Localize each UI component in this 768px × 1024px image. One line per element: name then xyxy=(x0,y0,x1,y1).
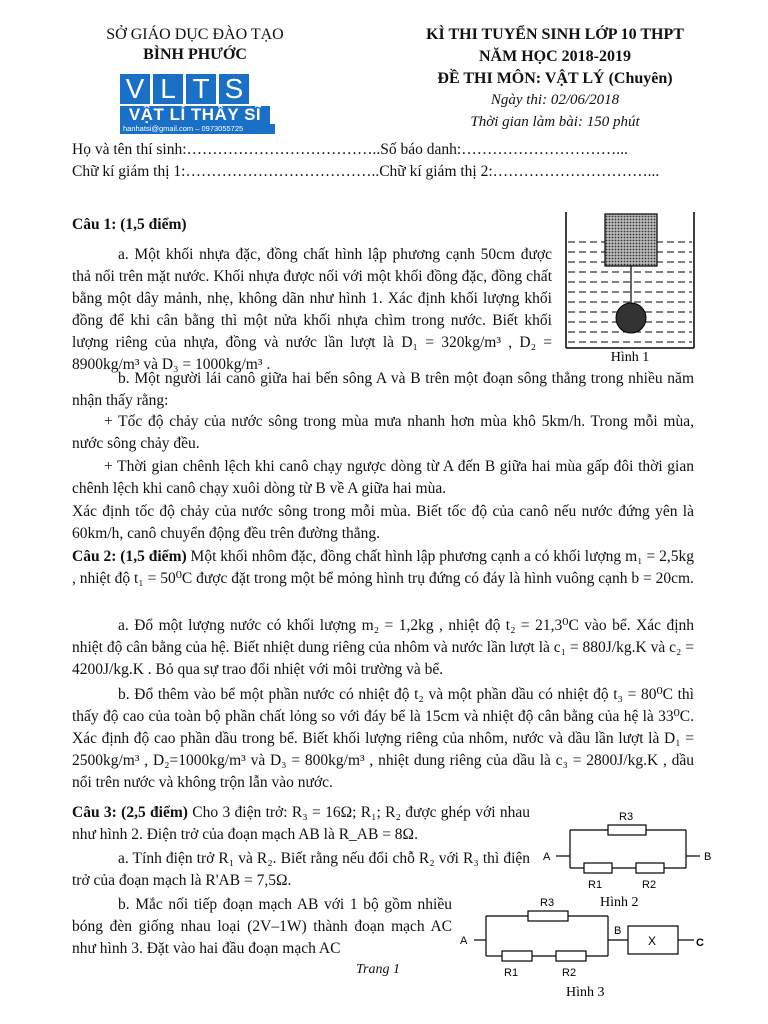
exam-date: Ngày thi: 02/06/2018 xyxy=(490,92,620,108)
q3-intro-block xyxy=(72,802,530,846)
logo-contact: hanhatsi@gmail.com – 0973055725 xyxy=(120,124,275,134)
q1-part-b-intro: b. Một người lái canô giữa hai bến sông A và B trên một đoạn sông thẳng trong nhiều năm nhận thấy rằng: xyxy=(72,370,694,409)
exam-title: KÌ THI TUYỂN SINH LỚP 10 THPT xyxy=(426,26,684,43)
fig3-x-label: X xyxy=(648,934,657,948)
fig3-r1-label: R1 xyxy=(504,967,519,979)
logo-letter: S xyxy=(219,74,249,104)
figure-3 xyxy=(456,890,720,1000)
q2-heading: Câu 2: (1,5 điểm) xyxy=(72,548,187,565)
dept-line-2: BÌNH PHƯỚC xyxy=(143,46,247,63)
figure-3-label: Hình 3 xyxy=(566,985,605,1000)
q3-part-b: b. Mắc nối tiếp đoạn mạch AB với 1 bộ gồm nhiều bóng đèn giống nhau loại (2V–1W) thành đoạn mạch AC như hình 3. Đặt vào hai đầu đoạn mạch AC xyxy=(72,896,452,957)
q3-heading: Câu 3: (2,5 điểm) xyxy=(72,804,188,821)
resistor-r3 xyxy=(608,825,646,835)
q1-part-b-question: Xác định tốc độ chảy của nước sông trong mỗi mùa. Biết tốc độ của canô nếu nước đứng yên là 60km/h, canô chuyển động đều trên đường thẳng. xyxy=(72,503,694,542)
q1-part-b-point-2: + Thời gian chênh lệch khi canô chạy ngược dòng từ A đến B giữa hai mùa gấp đôi thời gian chênh lệch khi canô chạy xuôi dòng từ B về A giữa hai mùa. xyxy=(72,458,694,497)
q1-part-a: a. Một khối nhựa đặc, đồng chất hình lập phương cạnh 50cm được thả nổi trên mặt nước. Khối nhựa được nối với một khối đồng đặc, đồng chất bằng một dây mảnh, nhẹ, không dãn như hình 1. Xác định khối lượng khối đồng để khi cân bằng thì một nửa khối nhựa chìm trong nước. Biết khối lượng riêng của nhựa, đồng và nước lần lượt là D₁ = 320kg/m³ , D₂ = 8900kg/m³ và D₃ = 1000kg/m³ . xyxy=(72,246,552,373)
copper-block xyxy=(616,303,646,333)
q3-intro: Cho 3 điện trở: R₃ = 16Ω; R₁; R₂ được ghép với nhau như hình 2. Điện trở của đoạn mạch AB là R_AB = 8Ω. xyxy=(72,804,530,843)
fig3-c-label: C xyxy=(696,937,704,949)
figure-1-label: Hình 1 xyxy=(610,350,650,365)
logo-letters xyxy=(120,74,252,104)
q1-heading: Câu 1: (1,5 điểm) xyxy=(72,216,187,233)
logo-letter: V xyxy=(120,74,150,104)
plastic-cube xyxy=(605,214,657,266)
fig3-b-label: B xyxy=(614,925,622,937)
fig2-b-label: B xyxy=(704,851,712,863)
supervisor-sign-line: Chữ kí giám thị 1:………………………………..Chữ kí giám thị 2:…………………………... xyxy=(72,163,660,180)
fig3-r2-label: R2 xyxy=(562,967,577,979)
figure-2-label: Hình 2 xyxy=(600,895,639,910)
fig2-r3-label: R3 xyxy=(619,811,634,823)
exam-duration: Thời gian làm bài: 150 phút xyxy=(470,114,640,130)
figure-1 xyxy=(560,206,700,366)
fig2-r2-label: R2 xyxy=(642,879,657,891)
q2-part-a: a. Đổ một lượng nước có khối lượng m₂ = 1,2kg , nhiệt độ t₂ = 21,3⁰C vào bể. Xác định nhiệt độ cân bằng của hệ. Biết nhiệt dung riêng của nhôm và nước lần lượt là c₁ = 880J/kg.K và c₂ = 4200J/kg.K . Bỏ qua sự trao đổi nhiệt với môi trường và bể. xyxy=(72,617,694,678)
page-number: Trang 1 xyxy=(356,962,400,977)
fig2-r1-label: R1 xyxy=(588,879,603,891)
q2-part-b: b. Đổ thêm vào bể một phần nước có nhiệt độ t₂ và một phần dầu có nhiệt độ t₃ = 80⁰C thì thấy độ cao của toàn bộ phần chất lỏng so với đáy bể là 15cm và nhiệt độ cân bằng của hệ là 33⁰C. Xác định độ cao phần dầu trong bể. Biết khối lượng riêng của nhôm, nước và dầu lần lượt là D₁ = 2500kg/m³ , D₂=1000kg/m³ và D₃ = 800kg/m³ , nhiệt dung riêng của dầu là c₃ = 2800J/kg.K , dầu nổi trên nước và không trộn lẫn vào nước. xyxy=(72,686,694,791)
fig3-resistor-r3 xyxy=(528,911,568,921)
fig3-resistor-r2 xyxy=(556,951,586,961)
q3-part-a: a. Tính điện trở R₁ và R₂. Biết rằng nếu đổi chỗ R₂ với R₃ thì điện trở của đoạn mạch là R'AB = 7,5Ω. xyxy=(72,850,530,889)
q1-part-b-point-1: + Tốc độ chảy của nước sông trong mùa mưa nhanh hơn mùa khô 5km/h. Trong mỗi mùa, nước sông chảy đều. xyxy=(72,413,694,452)
fig3-a-label: A xyxy=(460,935,468,947)
fig2-a-label: A xyxy=(543,851,551,863)
resistor-r2 xyxy=(636,863,664,873)
logo-letter: L xyxy=(153,74,183,104)
dept-line-1: SỞ GIÁO DỤC ĐÀO TẠO xyxy=(106,26,284,43)
resistor-r1 xyxy=(584,863,612,873)
exam-subject: ĐỀ THI MÔN: VẬT LÝ (Chuyên) xyxy=(437,70,673,87)
logo-letter: T xyxy=(186,74,216,104)
fig3-r3-label: R3 xyxy=(540,897,555,909)
fig3-resistor-r1 xyxy=(502,951,532,961)
q2-intro-block xyxy=(72,546,694,590)
logo-subtitle: VẬT LÍ THẦY SĨ xyxy=(120,106,270,124)
q2-intro: Một khối nhôm đặc, đồng chất hình lập phương cạnh a có khối lượng m₁ = 2,5kg , nhiệt độ t₁ = 50⁰C được đặt trong một bể mỏng hình trụ đứng có đáy là hình vuông cạnh b = 20cm. xyxy=(72,548,694,587)
candidate-name-line: Họ và tên thí sinh:………………………………..Số báo danh:…………………………... xyxy=(72,141,628,158)
logo xyxy=(120,74,272,134)
school-year: NĂM HỌC 2018-2019 xyxy=(479,48,631,65)
